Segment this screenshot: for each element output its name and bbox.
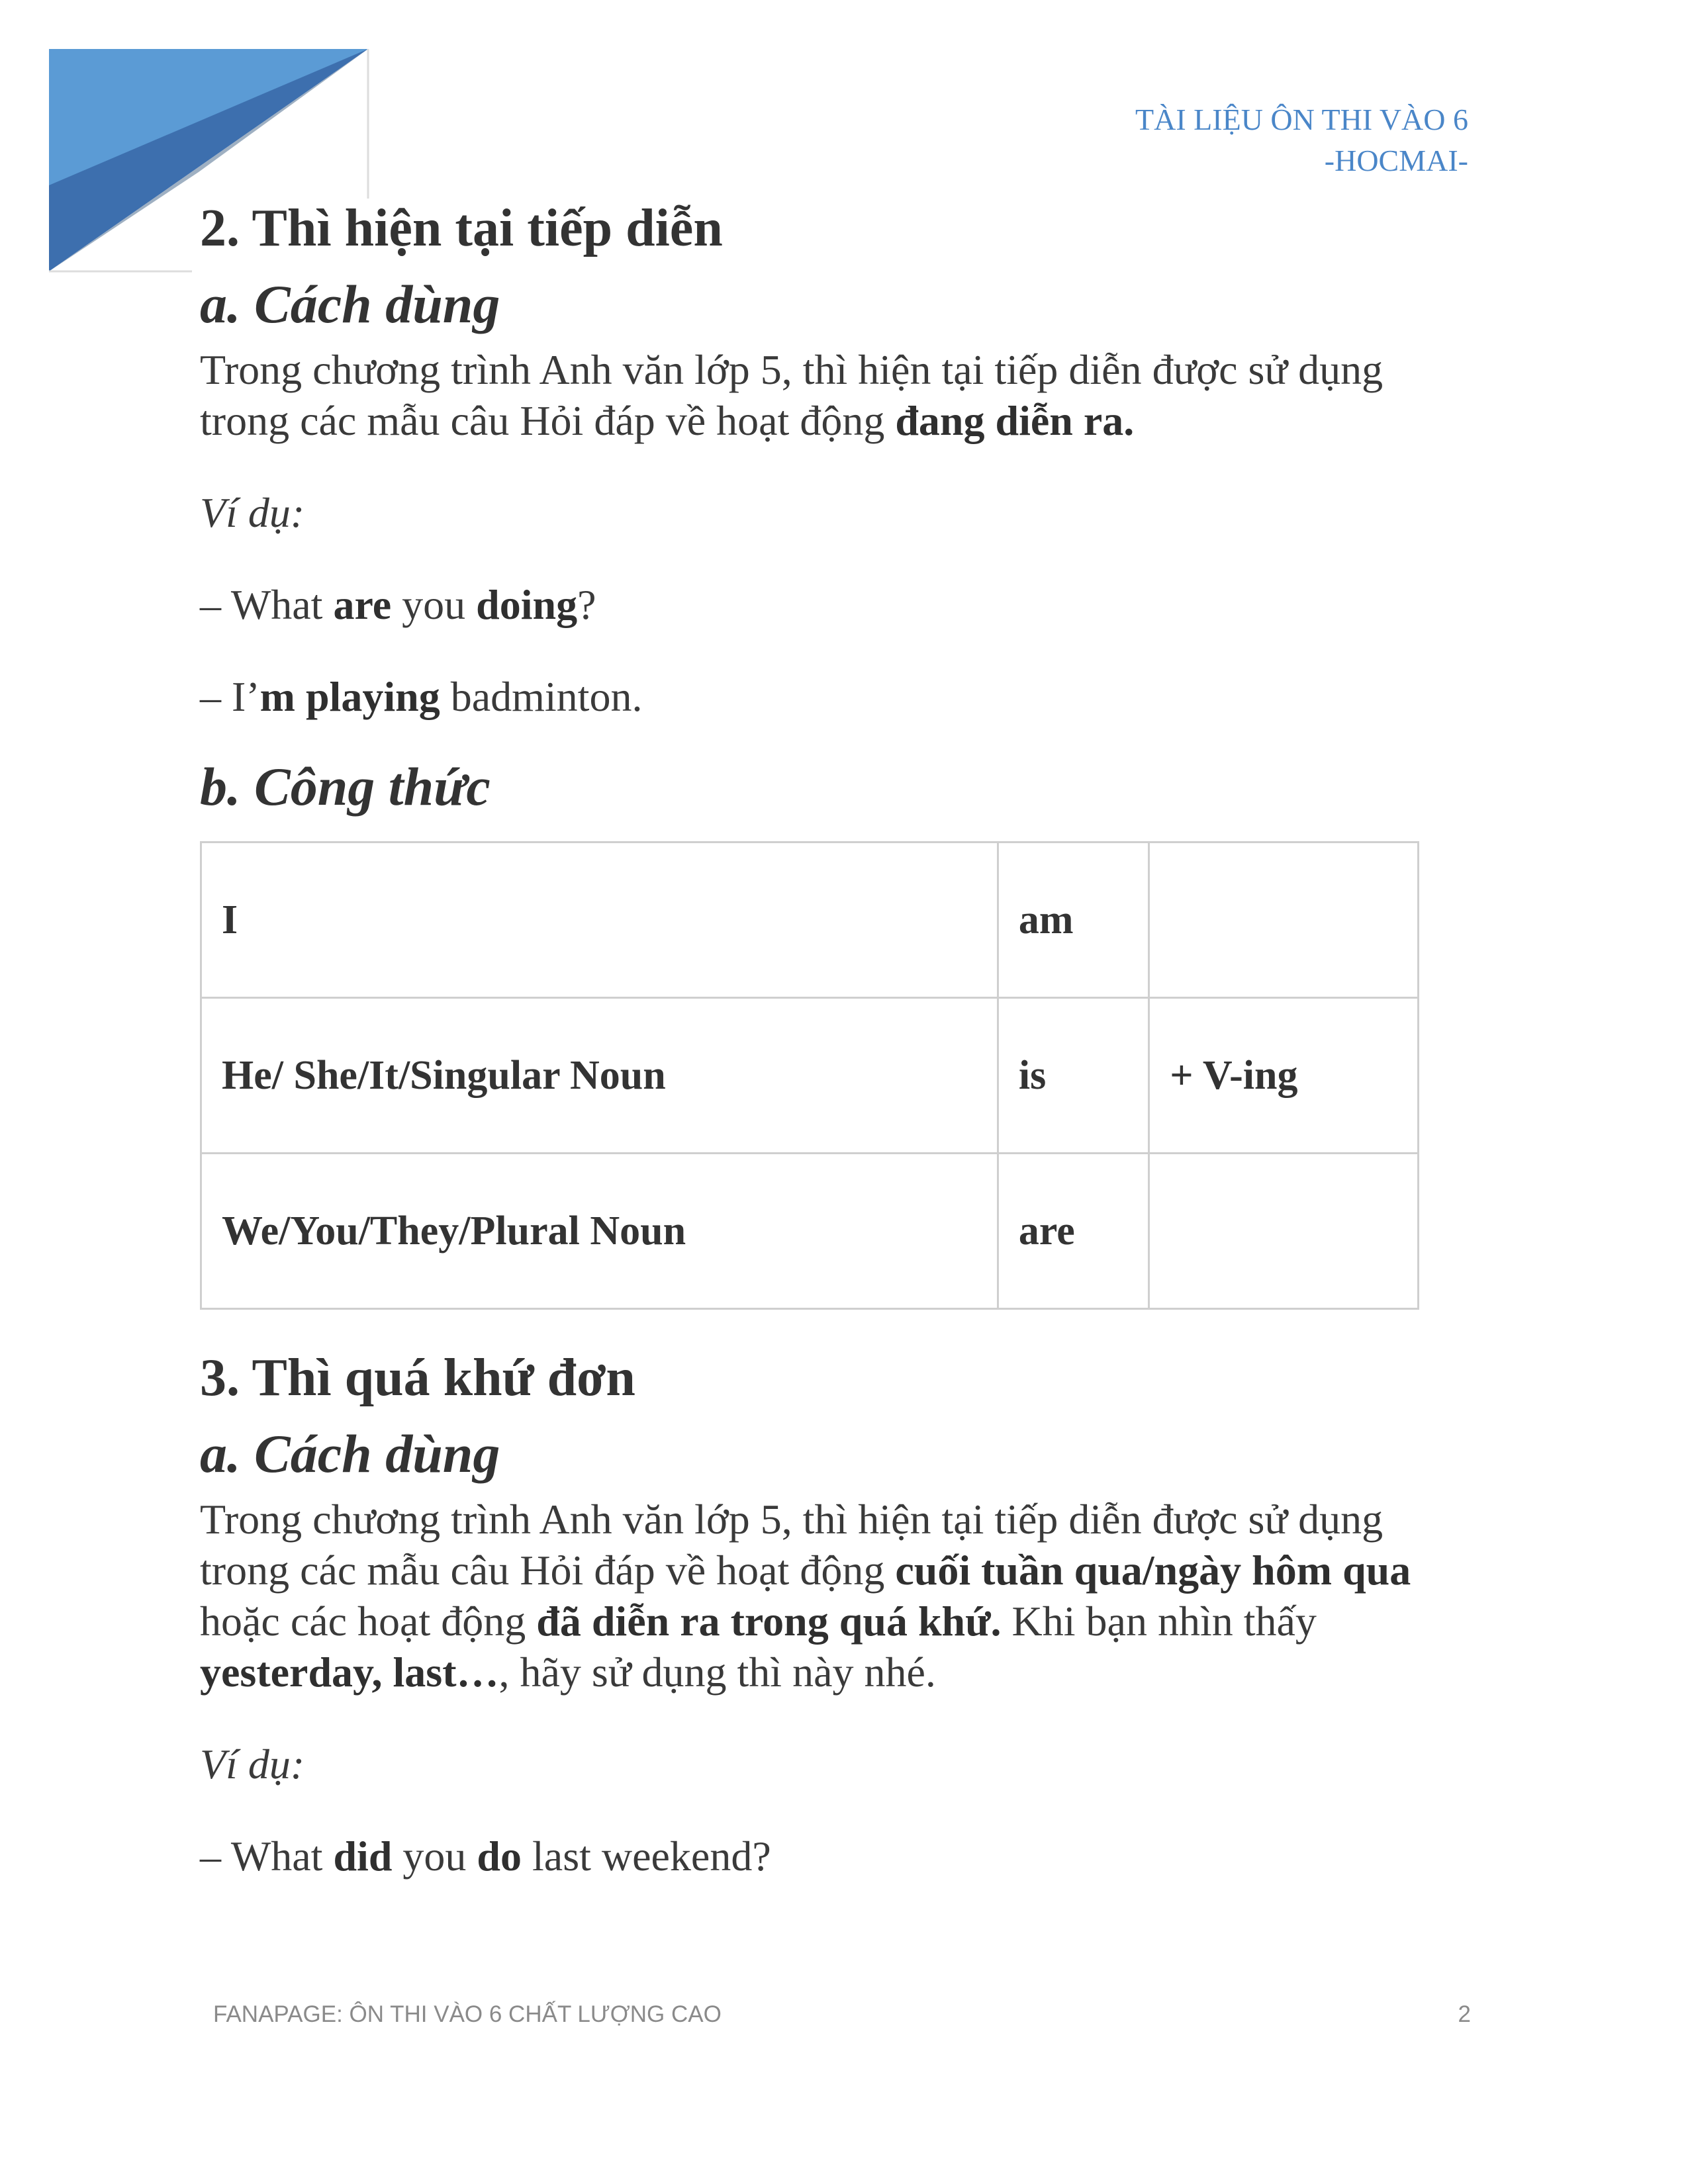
verb-cell: am <box>998 842 1149 998</box>
suffix-cell-empty <box>1149 842 1419 998</box>
subject-cell: We/You/They/Plural Noun <box>201 1154 998 1309</box>
usage-heading: a. Cách dùng <box>200 274 500 334</box>
usage-heading: a. Cách dùng <box>200 1424 500 1484</box>
usage-text: , hãy sử dụng thì này nhé. <box>498 1649 936 1696</box>
section-title: 3. Thì quá khứ đơn <box>200 1349 635 1407</box>
example-bold: doing <box>476 581 578 628</box>
suffix-cell: + V-ing <box>1149 998 1419 1154</box>
usage-paragraph <box>200 1494 1444 1698</box>
example-text: ? <box>577 581 596 628</box>
usage-bold: đã diễn ra trong quá khứ. <box>536 1598 1002 1645</box>
example-text: last weekend? <box>522 1833 771 1880</box>
page-content <box>200 192 1444 1882</box>
usage-text: hoặc các hoạt động <box>200 1598 537 1645</box>
usage-bold: cuối tuần qua/ngày hôm qua <box>895 1547 1411 1594</box>
example-text: you <box>392 1833 477 1880</box>
example-text: you <box>391 581 477 628</box>
example-text: – What <box>200 581 334 628</box>
usage-text: Khi bạn nhìn thấy <box>1001 1598 1317 1645</box>
example-bold: do <box>477 1833 522 1880</box>
footer-fanpage: FANAPAGE: ÔN THI VÀO 6 CHẤT LƯỢNG CAO <box>213 2001 722 2027</box>
table-row <box>201 998 1419 1154</box>
usage-bold: yesterday, last… <box>200 1649 499 1696</box>
table-row <box>201 842 1419 998</box>
subject-cell: He/ She/It/Singular Noun <box>201 998 998 1154</box>
usage-text: Trong chương trình Anh văn lớp 5, thì hiện tại tiếp diễn được sử dụng trong các mẫu câu Hỏi đáp về hoạt động <box>200 346 1383 444</box>
header-subtitle: -HOCMAI- <box>1324 144 1468 177</box>
verb-cell: are <box>998 1154 1149 1309</box>
example-text: – What <box>200 1833 334 1880</box>
document-header <box>1135 99 1468 181</box>
example-label: Ví dụ: <box>200 489 305 536</box>
verb-cell: is <box>998 998 1149 1154</box>
page-footer <box>213 2001 1471 2028</box>
example-bold: did <box>333 1833 393 1880</box>
formula-heading: b. Công thức <box>200 756 491 817</box>
subject-cell: I <box>201 842 998 998</box>
formula-table <box>200 841 1419 1310</box>
usage-bold: đang diễn ra. <box>895 397 1135 444</box>
example-line <box>200 1831 1444 1882</box>
suffix-cell-empty <box>1149 1154 1419 1309</box>
example-line <box>200 671 1444 722</box>
usage-text: Trong chương trình Anh văn lớp 5, thì hiện tại tiếp diễn được sử dụng trong các mẫu câu Hỏi đáp về hoạt động <box>200 1496 1383 1594</box>
section-title: 2. Thì hiện tại tiếp diễn <box>200 199 723 257</box>
example-line <box>200 579 1444 630</box>
example-bold: m playing <box>259 673 440 720</box>
example-label: Ví dụ: <box>200 1741 305 1788</box>
page-number: 2 <box>1458 2001 1471 2027</box>
example-bold: are <box>333 581 392 628</box>
table-row <box>201 1154 1419 1309</box>
usage-paragraph <box>200 344 1444 446</box>
header-title: TÀI LIỆU ÔN THI VÀO 6 <box>1135 103 1468 136</box>
example-text: – I’ <box>200 673 260 720</box>
example-text: badminton. <box>440 673 643 720</box>
